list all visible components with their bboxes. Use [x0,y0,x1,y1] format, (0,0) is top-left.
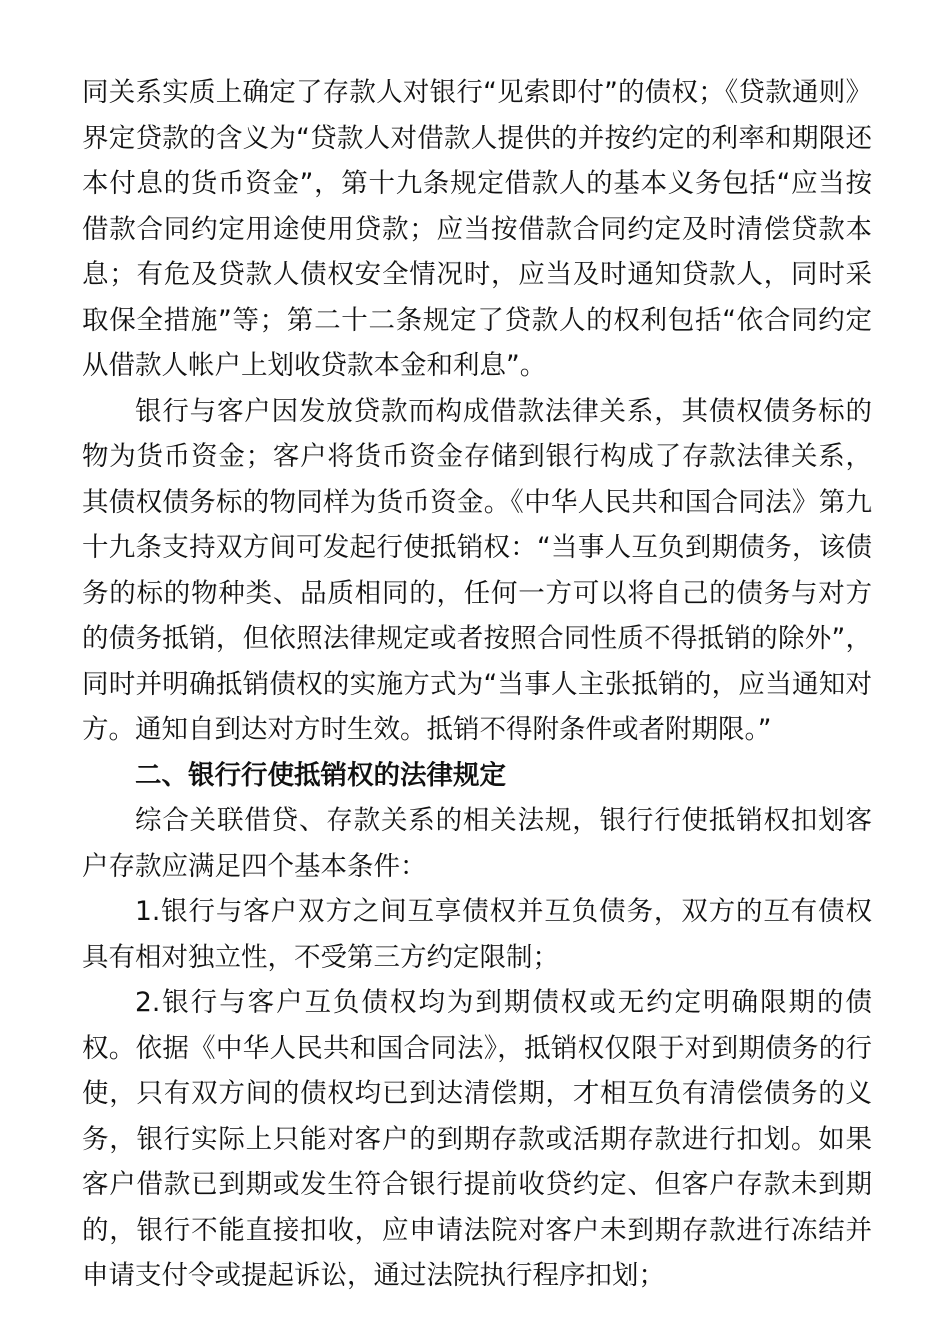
section-heading: 二、银行行使抵销权的法律规定 [135,759,506,791]
paragraph-conditions-intro: 综合关联借贷、存款关系的相关法规，银行行使抵销权扣划客户存款应满足四个基本条件： [82,805,872,882]
document-page [82,70,872,1299]
list-item-condition-1: 1.银行与客户双方之间互享债权并互负债务，双方的互有债权具有相对独立性，不受第三方约定限制； [82,896,872,973]
paragraph-setoff-basis: 银行与客户因发放贷款而构成借款法律关系，其债权债务标的物为货币资金；客户将货币资金存储到银行构成了存款法律关系，其债权债务标的物同样为货币资金。《中华人民共和国合同法》第九十九条支持双方间可发起行使抵销权：“当事人互负到期债务，该债务的标的物种类、品质相同的，任何一方可以将自己的债务与对方的债务抵销，但依照法律规定或者按照合同性质不得抵销的除外”，同时并明确抵销债权的实施方式为“当事人主张抵销的，应当通知对方。通知自到达对方时生效。抵销不得附条件或者附期限。” [82,395,872,745]
paragraph-contract-and-loan-rules: 同关系实质上确定了存款人对银行“见索即付”的债权；《贷款通则》界定贷款的含义为“贷款人对借款人提供的并按约定的利率和期限还本付息的货币资金”，第十九条规定借款人的基本义务包括“应当按借款合同约定用途使用贷款；应当按借款合同约定及时清偿贷款本息；有危及贷款人债权安全情况时，应当及时通知贷款人，同时采取保全措施”等；第二十二条规定了贷款人的权利包括“依合同约定从借款人帐户上划收贷款本金和利息”。 [82,77,872,381]
list-item-condition-2: 2.银行与客户互负债权均为到期债权或无约定明确限期的债权。依据《中华人民共和国合同法》，抵销权仅限于对到期债务的行使，只有双方间的债权均已到达清偿期，才相互负有清偿债务的义务，银行实际上只能对客户的到期存款或活期存款进行扣划。如果客户借款已到期或发生符合银行提前收贷约定、但客户存款未到期的，银行不能直接扣收，应申请法院对客户未到期存款进行冻结并申请支付令或提起诉讼，通过法院执行程序扣划； [82,987,872,1291]
